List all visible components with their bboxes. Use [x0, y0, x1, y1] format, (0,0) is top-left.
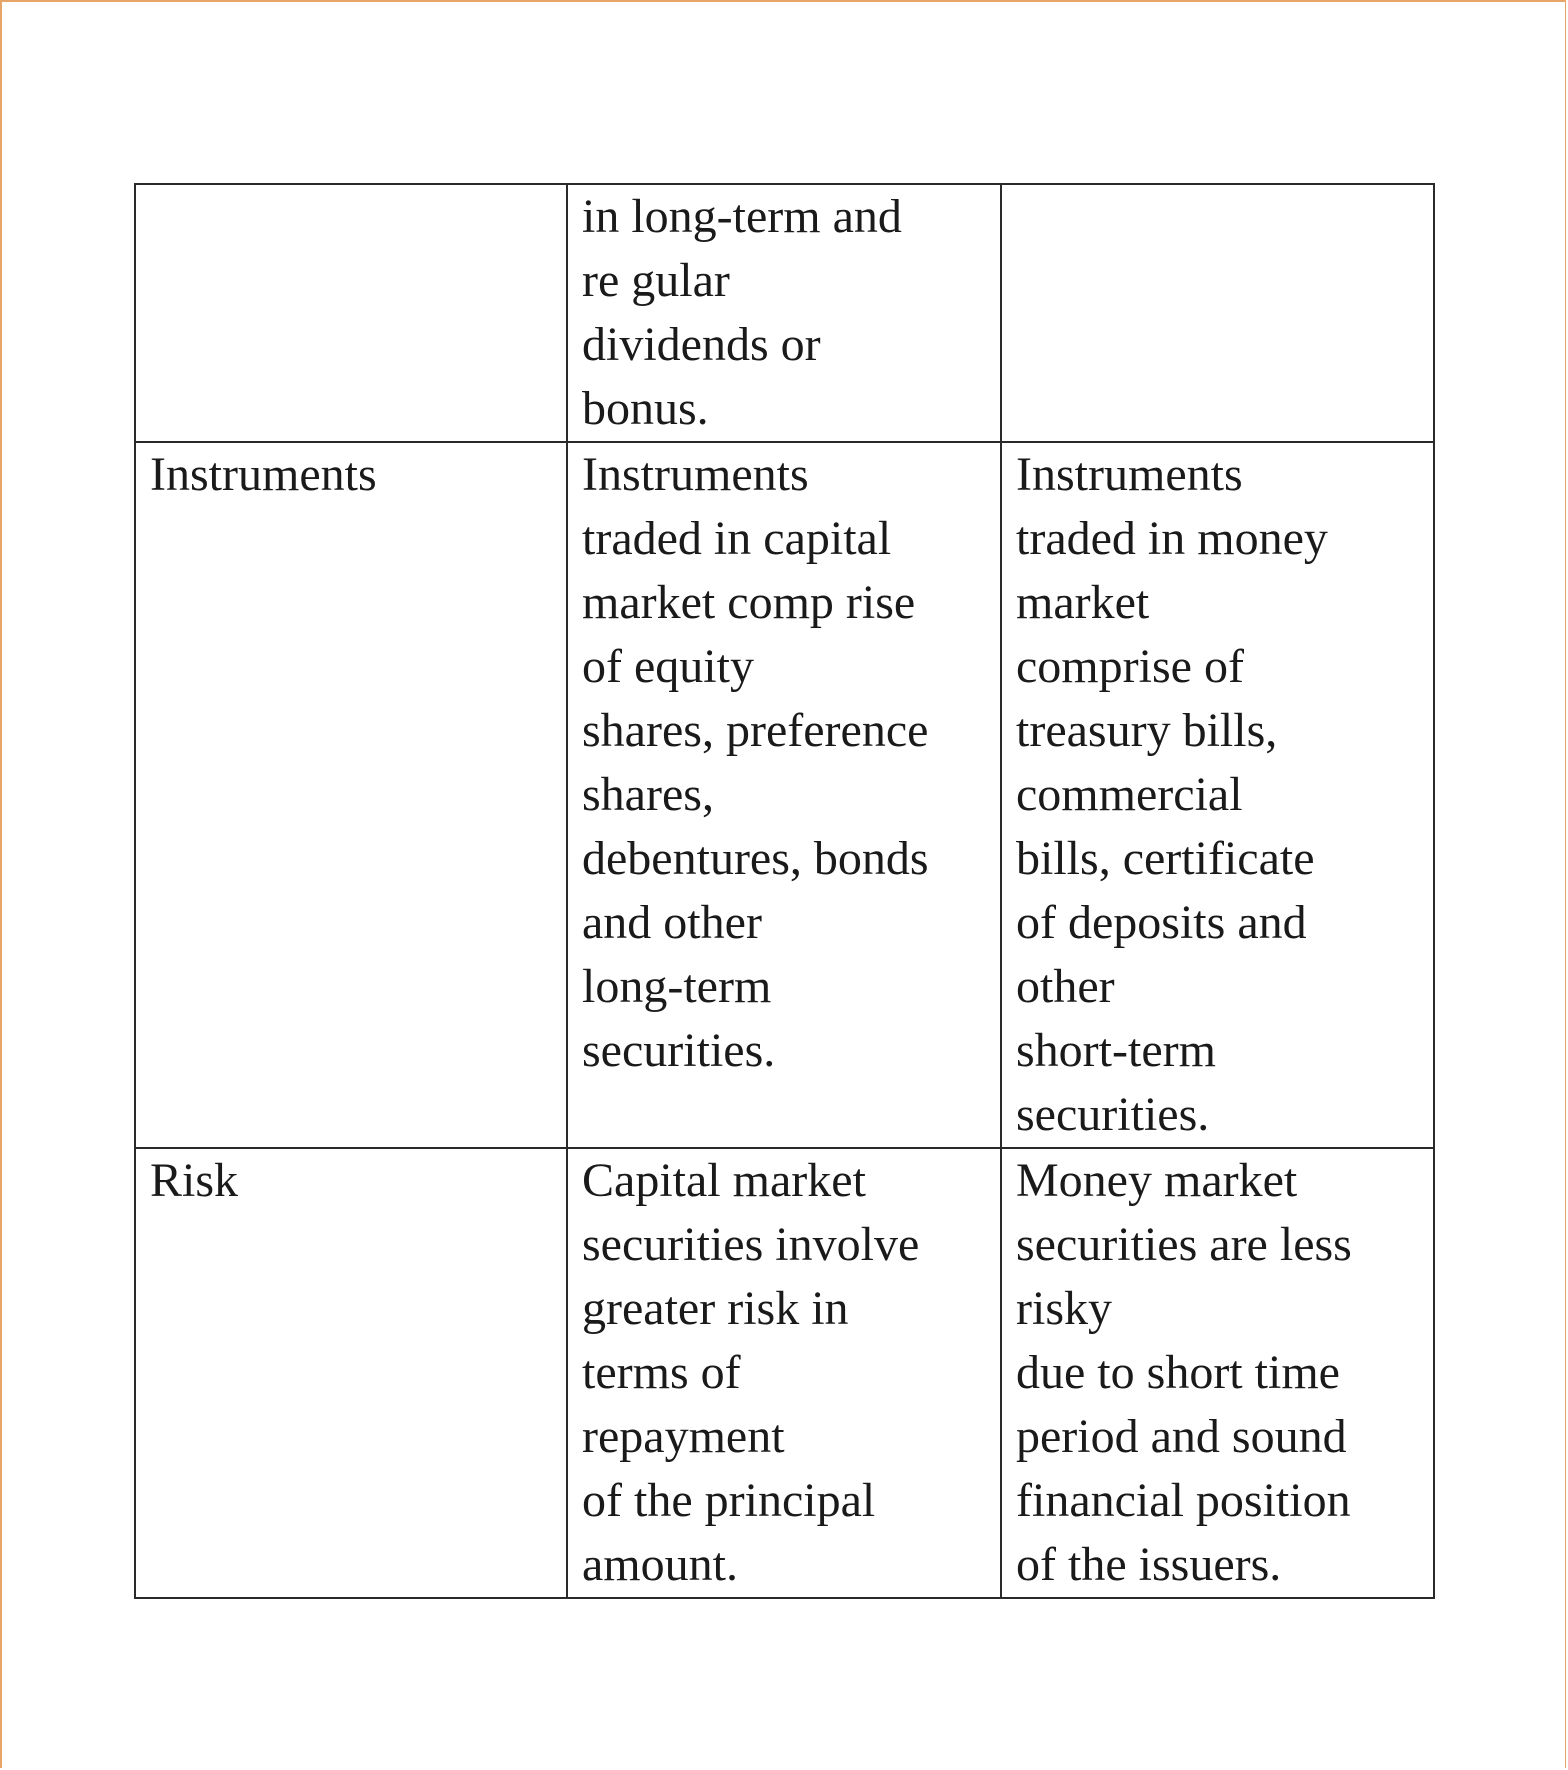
cell-line: long-term — [582, 960, 772, 1013]
cell-line: debentures, bonds — [582, 832, 929, 885]
cell-line: bills, certificate — [1016, 832, 1315, 885]
cell-line: in long-term and — [582, 190, 902, 243]
capital-market-cell — [567, 1148, 1001, 1598]
row-label-instruments: Instruments — [150, 448, 377, 501]
comparison-table — [134, 183, 1435, 1599]
cell-line: risky — [1016, 1282, 1112, 1335]
money-market-cell — [1001, 1148, 1434, 1598]
cell-line: securities involve — [582, 1218, 920, 1271]
money-market-cell — [1001, 184, 1434, 442]
cell-line: of the issuers. — [1016, 1538, 1282, 1591]
cell-line: re gular — [582, 254, 730, 307]
cell-line: bonus. — [582, 382, 709, 435]
cell-line: securities. — [582, 1024, 776, 1077]
money-market-cell — [1001, 442, 1434, 1148]
cell-line: traded in money — [1016, 512, 1328, 565]
cell-line: comprise of — [1016, 640, 1244, 693]
cell-line: securities are less — [1016, 1218, 1352, 1271]
cell-line: Instruments — [582, 448, 809, 501]
cell-line: dividends or — [582, 318, 821, 371]
cell-line: period and sound — [1016, 1410, 1347, 1463]
cell-line: terms of — [582, 1346, 741, 1399]
table-row — [135, 442, 1434, 1148]
cell-line: other — [1016, 960, 1115, 1013]
cell-line: and other — [582, 896, 762, 949]
row-label-cell — [135, 1148, 567, 1598]
cell-line: short-term — [1016, 1024, 1216, 1077]
cell-line: of equity — [582, 640, 754, 693]
cell-line: commercial — [1016, 768, 1243, 821]
row-label-risk: Risk — [150, 1154, 239, 1207]
cell-line: financial position — [1016, 1474, 1351, 1527]
row-label-cell — [135, 442, 567, 1148]
cell-line: traded in capital — [582, 512, 892, 565]
cell-line: securities. — [1016, 1088, 1210, 1141]
capital-market-cell — [567, 442, 1001, 1148]
table-row — [135, 184, 1434, 442]
cell-line: shares, preference — [582, 704, 929, 757]
cell-line: market comp rise — [582, 576, 916, 629]
cell-line: Instruments — [1016, 448, 1243, 501]
cell-line: Capital market — [582, 1154, 866, 1207]
cell-line: repayment — [582, 1410, 785, 1463]
row-label-cell — [135, 184, 567, 442]
table-row — [135, 1148, 1434, 1598]
cell-line: greater risk in — [582, 1282, 849, 1335]
cell-line: due to short time — [1016, 1346, 1340, 1399]
cell-line: of the principal — [582, 1474, 876, 1527]
cell-line: market — [1016, 576, 1150, 629]
cell-line: shares, — [582, 768, 714, 821]
cell-line: Money market — [1016, 1154, 1298, 1207]
cell-line: amount. — [582, 1538, 738, 1591]
cell-line: of deposits and — [1016, 896, 1307, 949]
capital-market-cell — [567, 184, 1001, 442]
cell-line: treasury bills, — [1016, 704, 1278, 757]
